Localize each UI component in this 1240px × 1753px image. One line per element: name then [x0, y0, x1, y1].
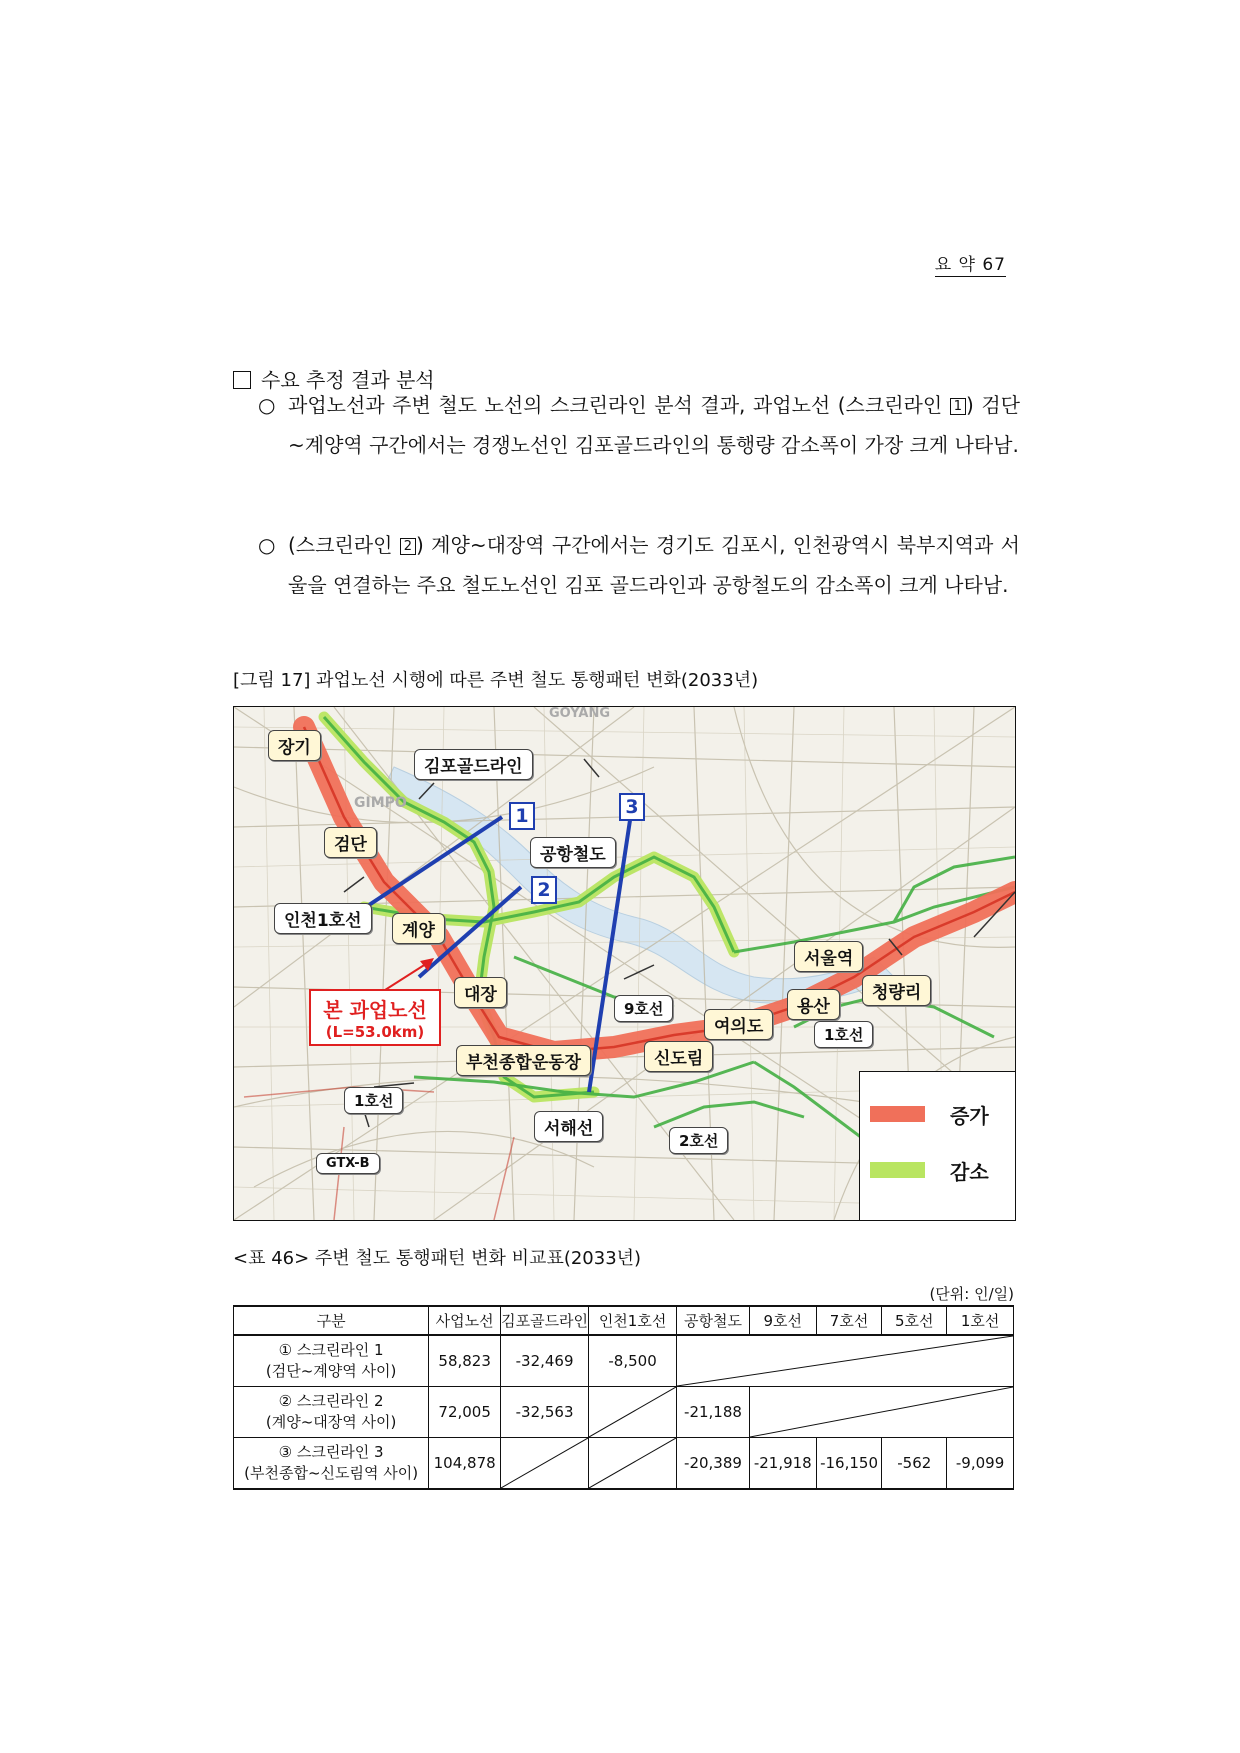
figure-caption: [그림 17] 과업노선 시행에 따른 주변 철도 통행패턴 변화(2033년)	[233, 670, 759, 691]
cell-value: -562	[882, 1438, 947, 1490]
main-route-length: (L=53.0km)	[325, 1023, 425, 1041]
cell-value: -20,389	[677, 1438, 750, 1490]
empty-diagonal-cell	[501, 1438, 589, 1490]
row-1-range: (검단~계양역 사이)	[265, 1362, 397, 1380]
bullet-2-text-before: (스크린라인	[288, 533, 400, 557]
label-incheon-line1: 인천1호선	[274, 903, 372, 934]
label-line1-east: 1호선	[814, 1021, 873, 1048]
label-seohae-line: 서해선	[534, 1111, 603, 1142]
table-unit: (단위: 인/일)	[929, 1285, 1014, 1303]
map-town-goyang: GOYANG	[549, 707, 611, 721]
cell-value: 72,005	[429, 1387, 501, 1438]
comparison-table	[233, 1305, 1014, 1490]
table-row	[234, 1438, 1014, 1490]
screenline-marker-3: 3	[619, 793, 645, 821]
col-header-airport: 공항철도	[677, 1306, 750, 1335]
cell-value: -21,918	[749, 1438, 816, 1490]
cell-value: -32,563	[501, 1387, 589, 1438]
bullet-1-text-before: 과업노선과 주변 철도 노선의 스크린라인 분석 결과, 과업노선 (스크린라인	[288, 393, 950, 417]
bullet-paragraph-2	[258, 525, 1020, 605]
screenline-box-1: 1	[950, 398, 966, 415]
main-route-title: 본 과업노선	[323, 998, 427, 1022]
row-label-screenline-1	[234, 1335, 429, 1387]
col-header-line1: 1호선	[947, 1306, 1014, 1335]
label-geomdan: 검단	[324, 827, 377, 858]
legend-decrease-swatch	[870, 1162, 925, 1178]
bullet-1-text-after: ) 검단~계양역 구간에서는 경쟁노선인 김포골드라인의 통행량 감소폭이 가장 크게 나타남.	[288, 393, 1020, 457]
cell-value: -9,099	[947, 1438, 1014, 1490]
col-header-incheon-line1: 인천1호선	[589, 1306, 677, 1335]
row-3-name: ③ 스크린라인 3	[278, 1443, 384, 1461]
map-town-gimpo: GIMPO	[354, 795, 407, 811]
screenline-box-2: 2	[400, 538, 416, 555]
label-gimpo-gold-line: 김포골드라인	[414, 749, 533, 780]
main-route-label	[309, 989, 441, 1046]
legend-increase-swatch	[870, 1106, 925, 1122]
cell-value: -8,500	[589, 1335, 677, 1387]
screenline-marker-1: 1	[509, 802, 535, 830]
page-header: 요 약 67	[935, 250, 1006, 277]
col-header-line5: 5호선	[882, 1306, 947, 1335]
section-title: 수요 추정 결과 분석	[261, 368, 435, 392]
cell-value: -32,469	[501, 1335, 589, 1387]
empty-diagonal-cell	[677, 1335, 1014, 1387]
row-label-screenline-3	[234, 1438, 429, 1490]
table-row	[234, 1335, 1014, 1387]
label-cheongnyangni: 청량리	[862, 975, 931, 1006]
empty-diagonal-cell	[589, 1387, 677, 1438]
label-line2: 2호선	[669, 1127, 728, 1154]
row-3-range: (부천종합~신도림역 사이)	[244, 1464, 419, 1482]
label-yeouido: 여의도	[704, 1009, 773, 1040]
legend-decrease-label: 감소	[950, 1160, 989, 1184]
label-yongsan: 용산	[787, 989, 840, 1020]
label-bucheon-sports-complex: 부천종합운동장	[456, 1045, 591, 1076]
circle-bullet-icon: ○	[258, 393, 276, 417]
checkbox-square-icon	[233, 371, 251, 389]
col-header-category: 구분	[234, 1306, 429, 1335]
table-caption: <표 46> 주변 철도 통행패턴 변화 비교표(2033년)	[233, 1248, 642, 1269]
row-2-name: ② 스크린라인 2	[278, 1392, 384, 1410]
bullet-paragraph-1	[258, 385, 1020, 465]
cell-value: 104,878	[429, 1438, 501, 1490]
table-row	[234, 1387, 1014, 1438]
col-header-line9: 9호선	[749, 1306, 816, 1335]
empty-diagonal-cell	[589, 1438, 677, 1490]
label-gtx-b: GTX-B	[316, 1153, 380, 1174]
bullet-2-text-after: ) 계양~대장역 구간에서는 경기도 김포시, 인천광역시 북부지역과 서울을 연결하는 주요 철도노선인 김포 골드라인과 공항철도의 감소폭이 크게 나타남.	[288, 533, 1020, 597]
col-header-gimpo-gold: 김포골드라인	[501, 1306, 589, 1335]
row-label-screenline-2	[234, 1387, 429, 1438]
legend-increase-label: 증가	[950, 1104, 989, 1128]
label-janggi: 장기	[268, 730, 321, 761]
label-line9: 9호선	[614, 995, 673, 1022]
cell-value: 58,823	[429, 1335, 501, 1387]
label-daejang: 대장	[454, 977, 507, 1008]
railway-map	[233, 706, 1016, 1221]
row-2-range: (계양~대장역 사이)	[265, 1413, 397, 1431]
circle-bullet-icon: ○	[258, 533, 276, 557]
empty-diagonal-cell	[749, 1387, 1013, 1438]
screenline-marker-2: 2	[531, 876, 557, 904]
label-seoul-station: 서울역	[794, 941, 863, 972]
col-header-line7: 7호선	[816, 1306, 882, 1335]
label-gyeyang: 계양	[392, 913, 445, 944]
label-line1-west: 1호선	[344, 1087, 403, 1114]
map-legend	[859, 1071, 1015, 1220]
cell-value: -21,188	[677, 1387, 750, 1438]
col-header-project-line: 사업노선	[429, 1306, 501, 1335]
row-1-name: ① 스크린라인 1	[278, 1341, 384, 1359]
table-header-row	[234, 1306, 1014, 1335]
label-sindorim: 신도림	[644, 1041, 713, 1072]
cell-value: -16,150	[816, 1438, 882, 1490]
label-airport-railroad: 공항철도	[530, 837, 616, 868]
